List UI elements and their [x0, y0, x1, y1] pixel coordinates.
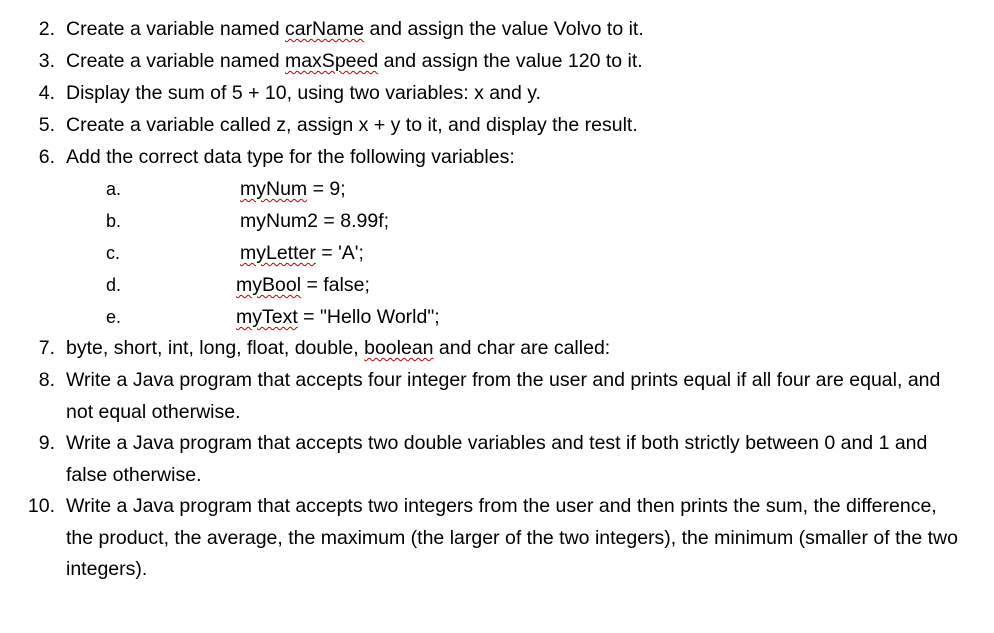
list-number: 7. [38, 337, 55, 359]
sub-letter: d. [106, 275, 122, 295]
list-number: 10. [27, 495, 55, 517]
list-text: Display the sum of 5 + 10, using two variables: x and y. [66, 82, 541, 104]
text-span: and assign the value Volvo to it. [364, 18, 644, 40]
list-text: Write a Java program that accepts two integers from the user and then prints the sum, the difference, the product, the average, the maximum (the larger of the two integers), the minimum (smaller of the two integers). [66, 495, 958, 580]
variable-declaration [236, 302, 440, 334]
text-span: and assign the value 120 to it. [378, 50, 643, 72]
list-number: 5. [38, 114, 55, 136]
list-text: Write a Java program that accepts two double variables and test if both strictly between 0 and 1 and false otherwise. [66, 432, 928, 486]
spellcheck-word: carName [284, 18, 365, 40]
variable-value: = 8.99f; [318, 210, 390, 232]
variable-declaration [240, 174, 346, 206]
sub-letter: e. [106, 307, 122, 327]
variable-value: = 'A'; [315, 242, 364, 264]
variable-declaration [240, 206, 389, 238]
sub-letter: c. [106, 243, 121, 263]
list-number: 6. [38, 146, 55, 168]
text-span: and char are called: [433, 337, 611, 359]
list-number: 4. [38, 82, 55, 104]
list-text [66, 333, 966, 365]
list-number: 8. [38, 369, 55, 391]
variable-value: = false; [301, 274, 370, 296]
list-number: 3. [38, 50, 55, 72]
text-span: Create a variable named [66, 50, 285, 72]
text-span: byte, short, int, long, float, double, [66, 337, 365, 359]
variable-name: myBool [236, 274, 302, 296]
list-text: Create a variable called z, assign x + y to it, and display the result. [66, 114, 638, 136]
list-number: 2. [38, 18, 55, 40]
list-text: Add the correct data type for the following variables: [66, 146, 515, 168]
variable-declaration [240, 238, 364, 270]
sub-letter: b. [106, 211, 122, 231]
variable-name: myLetter [240, 242, 316, 264]
spellcheck-word: maxSpeed [284, 50, 379, 72]
variable-declaration [236, 270, 370, 302]
text-span: Create a variable named [66, 18, 285, 40]
variable-name: myNum2 [240, 210, 319, 232]
list-number: 9. [38, 432, 55, 454]
variable-value: = 9; [307, 178, 346, 200]
list-text: Write a Java program that accepts four integer from the user and prints equal if all four are equal, and not equal otherwise. [66, 369, 941, 423]
variable-name: myText [236, 306, 298, 328]
variable-name: myNum [240, 178, 308, 200]
list-text [66, 46, 966, 78]
sub-letter: a. [106, 179, 122, 199]
variable-value: = "Hello World"; [297, 306, 440, 328]
list-text [66, 14, 966, 46]
spellcheck-word: boolean [364, 337, 434, 359]
